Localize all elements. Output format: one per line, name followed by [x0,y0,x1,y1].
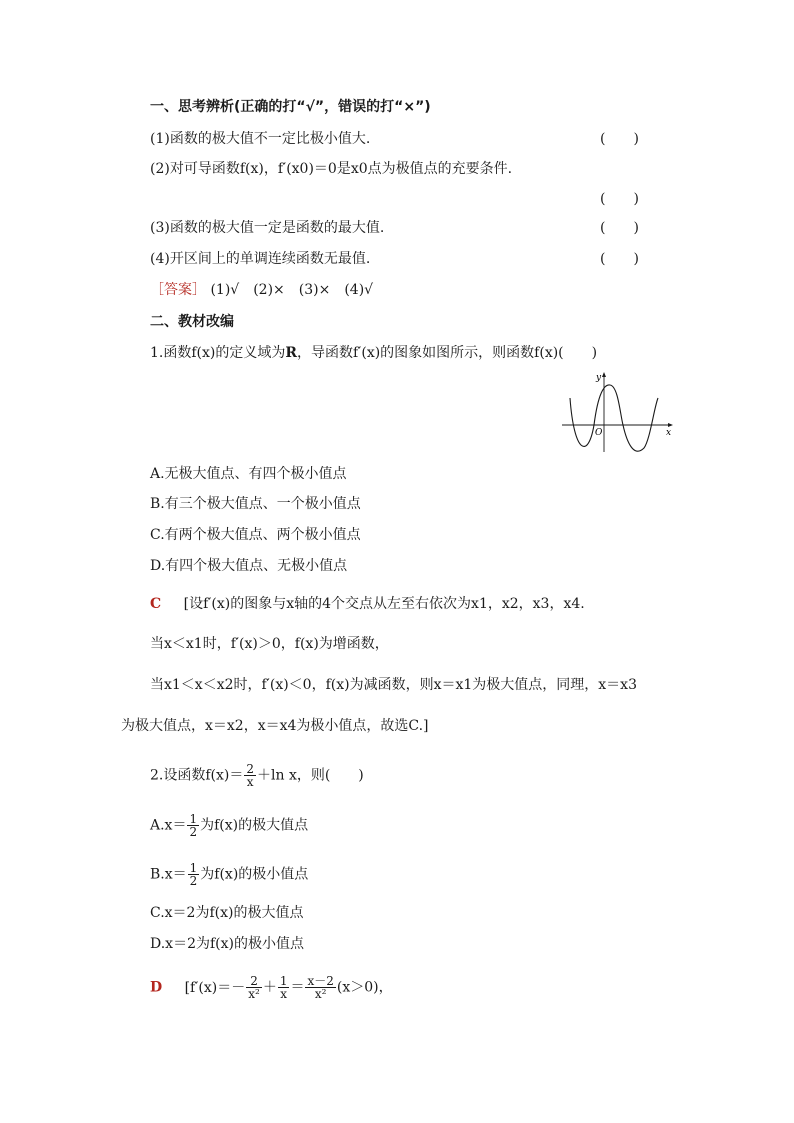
q2-option-a [150,813,308,838]
q2-optA-num: 1 [189,812,198,826]
q2-option-b [150,862,308,887]
derivative-graph [560,368,675,458]
q2-option-c: C.x＝2为f(x)的极大值点 [150,905,304,921]
section2-title: 二、教材改编 [150,314,234,330]
q2-option-d: D.x＝2为f(x)的极小值点 [150,936,304,952]
q2-optA-den: 2 [189,825,198,839]
answer-blank-4: ( ) [600,251,639,267]
q2-optB-den: 2 [189,874,198,888]
q2-stem-den: x [246,775,254,789]
q2-stem-pre: 2.设函数f(x)＝ [150,767,244,784]
answer-blank-1: ( ) [600,131,639,147]
q2-sol-f3-den: x² [314,987,327,1001]
q2-sol-f2-num: 1 [279,974,288,988]
q2-sol-f2-den: x [280,987,288,1001]
section1-title: 一、思考辨析(正确的打“√”，错误的打“×”) [150,99,431,115]
judge-item-2: (2)对可导函数f(x)，f′(x0)＝0是x0点为极值点的充要条件. [150,161,513,177]
q1-option-a: A.无极大值点、有四个极小值点 [150,466,347,482]
q1-solution-line-2: 当x＜x1时，f′(x)＞0，f(x)为增函数， [150,636,389,652]
q2-optA-fraction [187,813,199,838]
q2-optB-fraction [188,862,200,887]
answer-line [150,280,373,300]
q2-sol-f1-num: 2 [246,975,262,988]
q1-stem-b: ，导函数f′(x)的图象如图所示，则函数f(x)( ) [297,345,598,361]
q1-solution-text-1: [设f′(x)的图象与x轴的4个交点从左至右依次为x1，x2，x3，x4. [183,596,585,612]
q2-stem-fraction [244,763,256,788]
q2-answer-letter: D [150,979,163,996]
q2-solution-line [150,975,393,1000]
judge-item-3: (3)函数的极大值一定是函数的最大值. [150,220,385,236]
q1-option-b: B.有三个极大值点、一个极小值点 [150,496,361,512]
q1-stem-r: R [285,345,297,361]
q2-sol-fraction-2 [278,975,290,1000]
answer-label: ［答案］ [150,282,206,298]
q1-solution-line-4: 为极大值点，x＝x2，x＝x4为极小值点，故选C.] [121,718,429,734]
x-axis-arrow-icon [668,423,673,427]
judge-item-4: (4)开区间上的单调连续函数无最值. [150,251,371,267]
q1-answer-letter: C [150,596,162,612]
q2-optB-pre: B.x＝ [150,866,187,883]
q1-stem [150,343,597,363]
q1-solution-line-3: 当x1＜x＜x2时，f′(x)＜0，f(x)为减函数，则x＝x1为极大值点，同理，x＝x3 [150,677,637,693]
q2-sol-f1-den: x² [248,987,260,1001]
y-axis-arrow-icon [602,372,606,377]
answer-blank-2: ( ) [600,191,639,207]
q2-sol-plus: ＋ [262,979,277,996]
q2-sol-fraction-1 [246,975,262,1000]
y-label: y [596,373,602,383]
q2-stem [150,763,364,788]
x-label: x [666,428,672,438]
q2-optA-post: 为f(x)的极大值点 [200,817,309,834]
q1-solution-line-1 [150,594,585,614]
q1-stem-a: 1.函数f(x)的定义域为 [150,345,286,361]
q2-optB-num: 1 [189,861,198,875]
q2-optB-post: 为f(x)的极小值点 [200,866,309,883]
q1-option-c: C.有两个极大值点、两个极小值点 [150,527,361,543]
q2-stem-num: 2 [246,762,254,776]
origin-label: O [595,428,603,438]
answer-text: (1)√ (2)× (3)× (4)√ [210,282,374,298]
judge-item-1: (1)函数的极大值不一定比极小值大. [150,131,371,147]
derivative-curve [570,385,658,451]
q1-option-d: D.有四个极大值点、无极小值点 [150,558,348,574]
q2-sol-eq: ＝ [290,979,305,996]
q2-sol-f3-num: x－2 [307,974,334,988]
answer-blank-3: ( ) [600,220,639,236]
q2-sol-post: (x＞0)， [336,979,393,996]
q2-stem-post: ＋ln x，则( ) [257,767,364,784]
q2-optA-pre: A.x＝ [150,817,187,834]
q2-sol-fraction-3 [305,975,335,1000]
q2-sol-pre: [f′(x)＝－ [184,979,246,996]
